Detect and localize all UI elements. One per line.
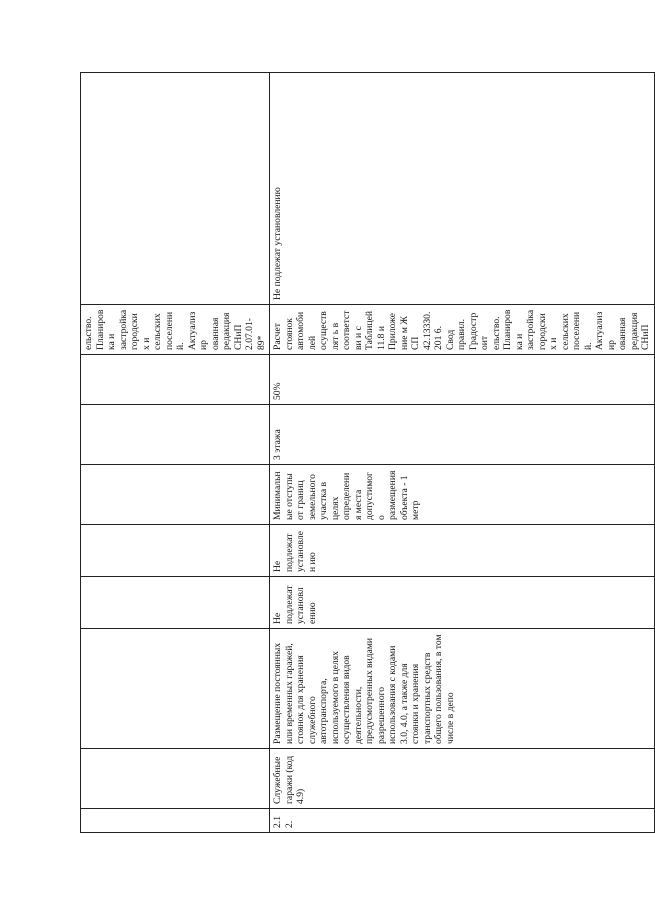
- cell-max-area-empty: [81, 525, 270, 577]
- cell-coverage-empty: [81, 355, 270, 405]
- cell-name: Служебные гаражи (код 4.9): [270, 749, 655, 809]
- cell-parking: Расчет стоянок автомобилей осуществлят ь в соответстви и с Таблицей 11.8 и Приложение м Ж СП 42.13330.201 6. Свод правил. Градостроит ельство. Планировка и застройка городских и сельских поселений. Актуализир ованная редакция СНиП: [270, 305, 655, 355]
- table-row-continuation: [81, 73, 270, 833]
- cell-description-empty: [81, 629, 270, 749]
- cell-description: Размещение постоянных или временных гаражей, стоянок для хранения служебного автотранспорта, используемого в целях осуществления видов деятельности, предусмотренных видами разрешенного использования с кодами 3.0, 4.0, а также для стоянки и хранения транспортных средств общего пользования, в том числе в депо: [270, 629, 655, 749]
- cell-limits: Не подлежат установлению: [270, 73, 655, 305]
- cell-max-area: Не подлежат установлен ию: [270, 525, 655, 577]
- cell-coverage: 50%: [270, 355, 655, 405]
- cell-min-area-empty: [81, 577, 270, 629]
- cell-limits-empty: [81, 73, 270, 305]
- cell-setbacks-empty: [81, 465, 270, 525]
- cell-setbacks: Минимальные отступы от границ земельного участка в целях определения места допустимого размещения объекта - 1 метр: [270, 465, 655, 525]
- rotated-table-sheet: [80, 73, 651, 833]
- cell-min-area: Не подлежат установл ению: [270, 577, 655, 629]
- table-row-service-garages: [270, 73, 655, 833]
- cell-regulation-continuation: ельство. Планировка и застройка городских и сельских поселений. Актуализир ованная редакция СНиП 2.07.01-89*: [81, 305, 270, 355]
- cell-number-empty: [81, 809, 270, 833]
- cell-floors-empty: [81, 405, 270, 465]
- cell-number: 2.12.: [270, 809, 655, 833]
- cell-floors: 3 этажа: [270, 405, 655, 465]
- cell-name-empty: [81, 749, 270, 809]
- land-use-regulations-table: [80, 72, 655, 833]
